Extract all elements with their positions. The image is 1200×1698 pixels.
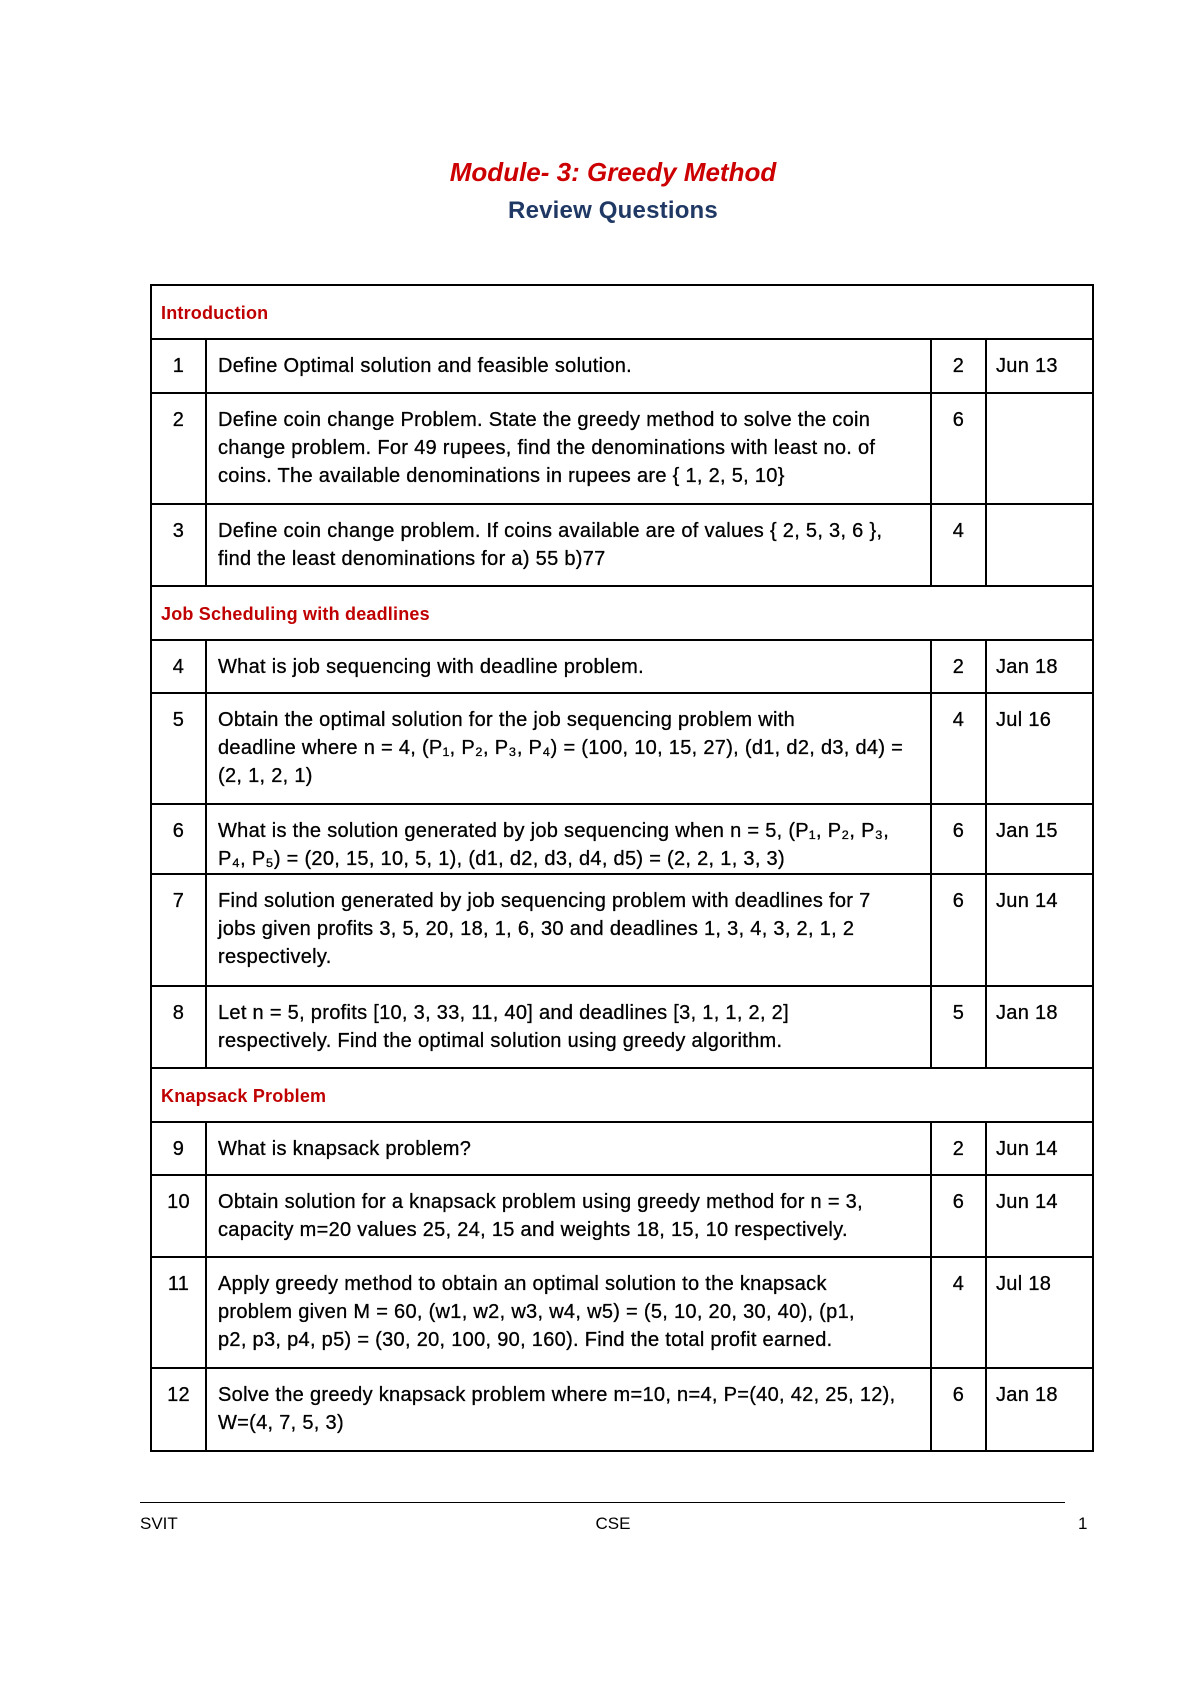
question-text: Obtain the optimal solution for the job sequencing problem with deadline where n = 4, (P₁, P₂, P₃, P₄) = (100, 10, 15, 27), (d1, d2, d3, d4) = (2, 1, 2, 1) [206, 693, 931, 804]
question-date: Jan 18 [986, 1368, 1093, 1451]
question-date-empty [986, 504, 1093, 586]
question-date: Jan 18 [986, 986, 1093, 1068]
question-date: Jun 13 [986, 339, 1093, 393]
section-title: Job Scheduling with deadlines [151, 586, 1093, 640]
question-row [151, 874, 1093, 986]
question-text: Define Optimal solution and feasible solution. [206, 339, 931, 393]
question-number: 10 [151, 1175, 206, 1257]
question-marks: 4 [931, 504, 986, 586]
question-marks: 2 [931, 339, 986, 393]
question-number: 3 [151, 504, 206, 586]
footer-institution: SVIT [140, 1514, 178, 1533]
module-title: Module- 3: Greedy Method [449, 157, 777, 187]
question-row [151, 693, 1093, 804]
question-row [151, 640, 1093, 693]
question-text: Apply greedy method to obtain an optimal solution to the knapsack problem given M = 60, (w1, w2, w3, w4, w5) = (5, 10, 20, 30, 40), (p1, p2, p3, p4, p5) = (30, 20, 100, 90, 160). Find the total profit earned. [206, 1257, 931, 1368]
question-number: 11 [151, 1257, 206, 1368]
question-row [151, 986, 1093, 1068]
question-number: 5 [151, 693, 206, 804]
review-questions-table [150, 284, 1094, 1452]
question-text: What is the solution generated by job sequencing when n = 5, (P₁, P₂, P₃, P₄, P₅) = (20, 15, 10, 5, 1), (d1, d2, d3, d4, d5) = (2, 2, 1, 3, 3) [206, 804, 931, 874]
question-row [151, 1368, 1093, 1451]
question-marks: 4 [931, 1257, 986, 1368]
question-number: 2 [151, 393, 206, 504]
question-marks: 2 [931, 1122, 986, 1175]
question-date: Jul 18 [986, 1257, 1093, 1368]
question-date: Jan 15 [986, 804, 1093, 874]
question-text: What is job sequencing with deadline problem. [206, 640, 931, 693]
footer-department: CSE [595, 1514, 631, 1533]
question-marks: 6 [931, 804, 986, 874]
question-date-empty [986, 393, 1093, 504]
question-date: Jun 14 [986, 1175, 1093, 1257]
question-text: Solve the greedy knapsack problem where m=10, n=4, P=(40, 42, 25, 12), W=(4, 7, 5, 3) [206, 1368, 931, 1451]
question-text: What is knapsack problem? [206, 1122, 931, 1175]
question-row [151, 1257, 1093, 1368]
page-subtitle: Review Questions [508, 197, 718, 224]
question-marks: 6 [931, 1368, 986, 1451]
question-marks: 6 [931, 874, 986, 986]
question-date: Jan 18 [986, 640, 1093, 693]
section-title: Introduction [151, 285, 1093, 339]
question-number: 7 [151, 874, 206, 986]
question-row [151, 1122, 1093, 1175]
question-marks: 2 [931, 640, 986, 693]
question-number: 6 [151, 804, 206, 874]
question-number: 8 [151, 986, 206, 1068]
question-text: Define coin change problem. If coins available are of values { 2, 5, 3, 6 }, find the least denominations for a) 55 b)77 [206, 504, 931, 586]
question-row [151, 339, 1093, 393]
question-row [151, 393, 1093, 504]
question-number: 12 [151, 1368, 206, 1451]
section-row-introduction [151, 285, 1093, 339]
page-number: 1 [1078, 1514, 1088, 1533]
question-text: Obtain solution for a knapsack problem using greedy method for n = 3, capacity m=20 values 25, 24, 15 and weights 18, 15, 10 respectively. [206, 1175, 931, 1257]
question-date: Jun 14 [986, 874, 1093, 986]
question-text: Define coin change Problem. State the greedy method to solve the coin change problem. For 49 rupees, find the denominations with least no. of coins. The available denominations in rupees are { 1, 2, 5, 10} [206, 393, 931, 504]
question-number: 9 [151, 1122, 206, 1175]
footer-divider [140, 1502, 1065, 1503]
section-row-knapsack [151, 1068, 1093, 1122]
section-title: Knapsack Problem [151, 1068, 1093, 1122]
question-number: 1 [151, 339, 206, 393]
question-row [151, 804, 1093, 874]
question-marks: 6 [931, 1175, 986, 1257]
question-row [151, 504, 1093, 586]
question-text: Find solution generated by job sequencing problem with deadlines for 7 jobs given profits 3, 5, 20, 18, 1, 6, 30 and deadlines 1, 3, 4, 3, 2, 1, 2 respectively. [206, 874, 931, 986]
question-text: Let n = 5, profits [10, 3, 33, 11, 40] and deadlines [3, 1, 1, 2, 2] respectively. Find the optimal solution using greedy algorithm. [206, 986, 931, 1068]
question-row [151, 1175, 1093, 1257]
section-row-job-scheduling [151, 586, 1093, 640]
question-marks: 5 [931, 986, 986, 1068]
question-date: Jul 16 [986, 693, 1093, 804]
question-marks: 6 [931, 393, 986, 504]
question-date: Jun 14 [986, 1122, 1093, 1175]
question-number: 4 [151, 640, 206, 693]
question-marks: 4 [931, 693, 986, 804]
